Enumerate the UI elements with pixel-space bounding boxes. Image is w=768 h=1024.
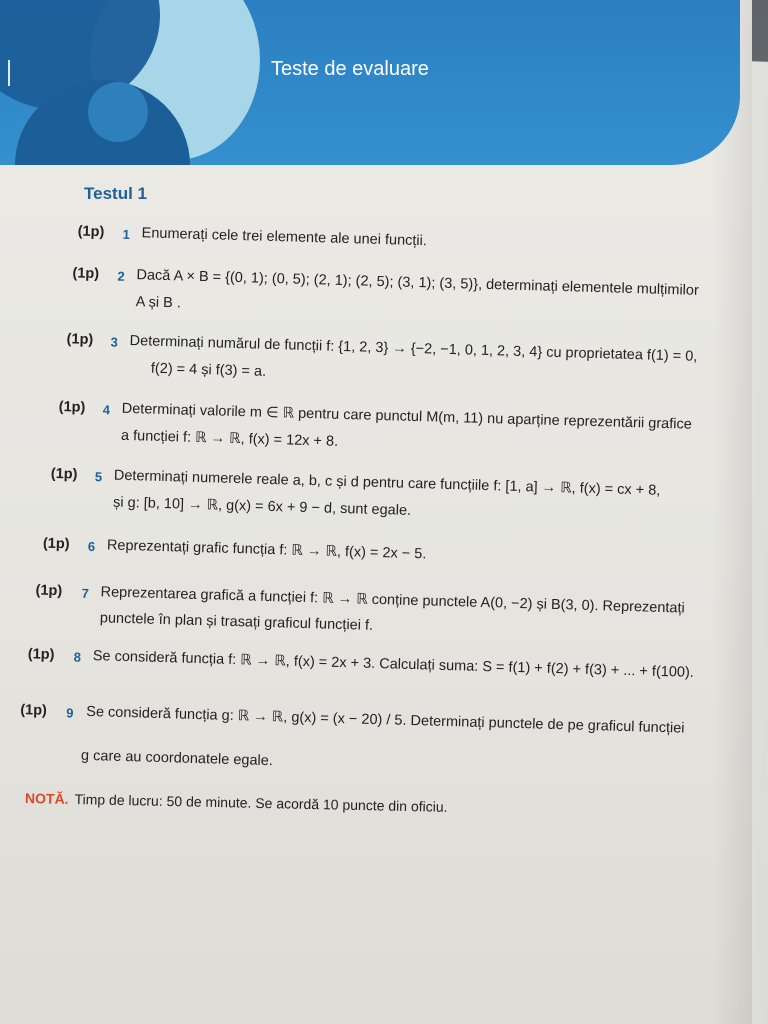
test-title: Testul 1 (84, 184, 147, 203)
problem-text-line: Enumerați cele trei elemente ale unei funcții. (141, 225, 428, 250)
problem-text-line: a funcției f: ℝ → ℝ, f(x) = 12x + 8. (120, 427, 339, 450)
problem-points: (1p) (42, 535, 70, 553)
problem-text-line: Reprezentarea grafică a funcției f: ℝ → ℝ conține punctele A(0, −2) și B(3, 0). Reprezentați (100, 584, 685, 617)
problem-text-line: f(2) = 4 și f(3) = a. (150, 360, 267, 380)
problem-points: (1p) (72, 265, 100, 283)
problem-text-line: Dacă A × B = {(0, 1); (0, 5); (2, 1); (2, 5); (3, 1); (3, 5)}, determinați elementele mulțimilor (136, 267, 700, 299)
problem-number: 3 (110, 334, 119, 350)
problem-number: 7 (81, 585, 90, 601)
problem-points: (1p) (58, 399, 86, 416)
problem-text-line: Determinați numerele reale a, b, c și d pentru care funcțiile f: [1, a] → ℝ, f(x) = cx + 8, (113, 467, 661, 499)
problem-text-line: punctele în plan și trasați graficul funcției f. (99, 610, 374, 634)
problem-number: 5 (94, 469, 103, 485)
note-label: NOTĂ. (24, 790, 69, 807)
problem-points: (1p) (77, 223, 105, 241)
problem-points: (1p) (66, 331, 94, 348)
problem-text-line: Se consideră funcția g: ℝ → ℝ, g(x) = (x − 20) / 5. Determinați punctele de pe graficul funcției (86, 703, 685, 737)
problem-text-line: g care au coordonatele egale. (80, 747, 274, 770)
problem-text-line: Determinați numărul de funcții f: {1, 2, 3} → {−2, −1, 0, 1, 2, 3, 4} cu proprietatea f(1) = 0, (129, 332, 698, 365)
problem-number: 4 (102, 402, 111, 418)
problem-points: (1p) (50, 465, 78, 483)
problem-text-line: și g: [b, 10] → ℝ, g(x) = 6x + 9 − d, sunt egale. (112, 494, 412, 519)
problem-number: 2 (117, 268, 125, 284)
note-text: Timp de lucru: 50 de minute. Se acordă 10 puncte din oficiu. (74, 791, 448, 815)
problem-number: 6 (87, 538, 96, 555)
problem-text-line: A și B . (135, 294, 182, 312)
problem-number: 1 (122, 226, 131, 242)
problem-number: 8 (73, 649, 82, 665)
problem-text-line: Reprezentați grafic funcția f: ℝ → ℝ, f(x) = 2x − 5. (106, 537, 427, 563)
problem-number: 9 (66, 705, 74, 721)
problem-points: (1p) (27, 646, 55, 664)
chapter-title: Teste de evaluare (271, 58, 429, 80)
problem-points: (1p) (35, 582, 63, 600)
problem-text-line: Determinați valorile m ∈ ℝ pentru care punctul M(m, 11) nu aparține reprezentării grafice (121, 400, 693, 433)
problem-points: (1p) (20, 702, 48, 719)
problem-text-line: Se consideră funcția f: ℝ → ℝ, f(x) = 2x + 3. Calculați suma: S = f(1) + f(2) + f(3) + ... + f(100). (92, 648, 695, 681)
